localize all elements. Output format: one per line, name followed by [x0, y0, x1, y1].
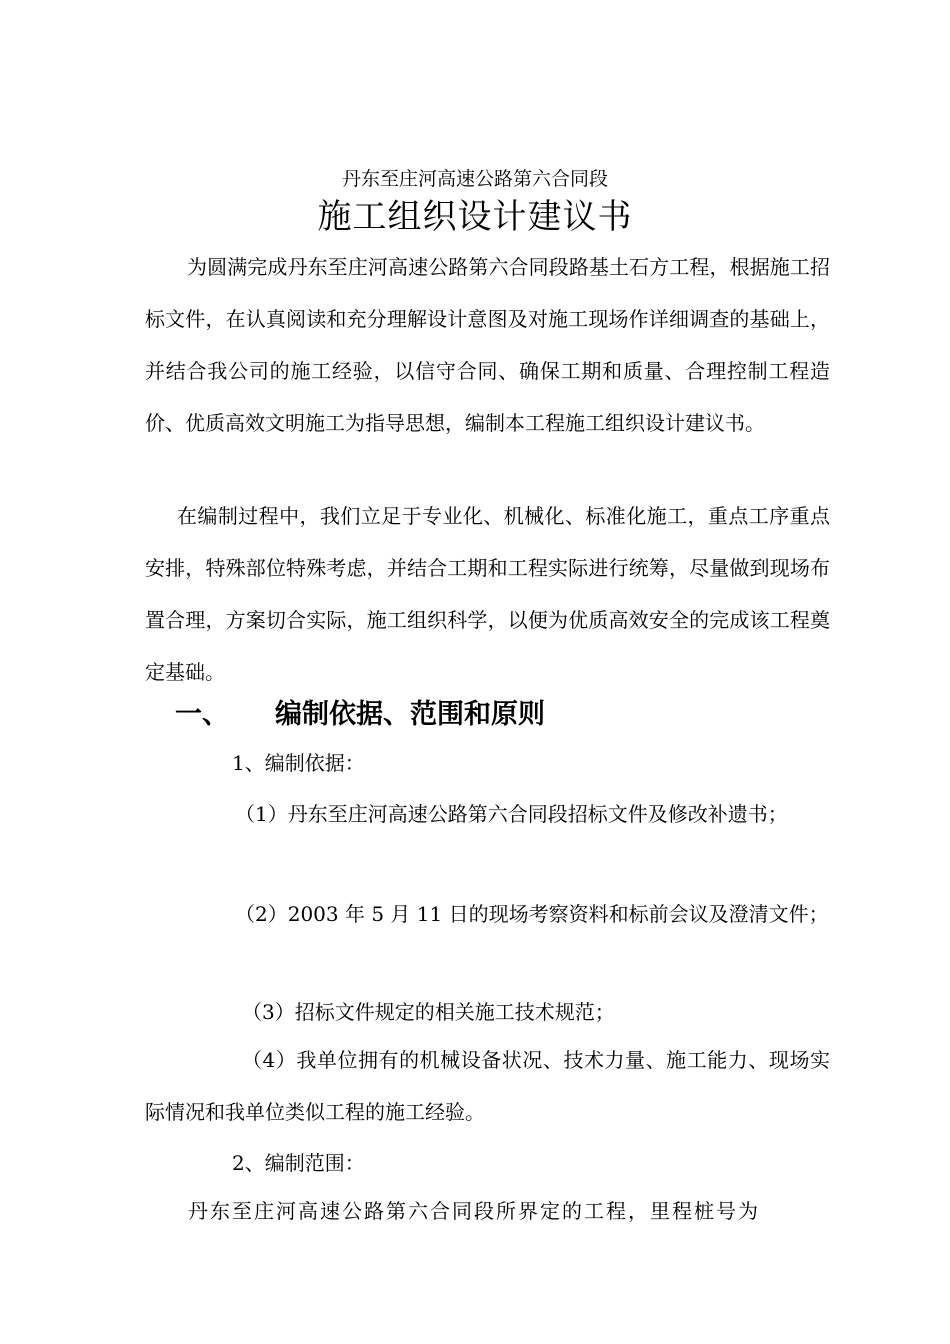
- section-heading: [175, 693, 545, 737]
- basis-item-1: （1）丹东至庄河高速公路第六合同段招标文件及修改补遗书；: [235, 802, 788, 826]
- section-number: 一、: [175, 699, 229, 730]
- document-subtitle: 丹东至庄河高速公路第六合同段: [341, 168, 608, 190]
- scope-text: 丹东至庄河高速公路第六合同段所界定的工程，里程桩号为: [188, 1199, 760, 1223]
- intro-paragraph-1: 为圆满完成丹东至庄河高速公路第六合同段路基土石方工程，根据施工招标文件，在认真阅读和充分理解设计意图及对施工现场作详细调查的基础上，并结合我公司的施工经验，以信守合同、确保工期和质量、合理控制工程造价、优质高效文明施工为指导思想，编制本工程施工组织设计建议书。: [145, 255, 830, 435]
- section-heading-text: 编制依据、范围和原则: [275, 699, 545, 730]
- basis-item-3: （3）招标文件规定的相关施工技术规范；: [242, 1000, 615, 1024]
- scope-label: 2、编制范围：: [232, 1151, 365, 1175]
- intro-paragraph-2: 在编制过程中，我们立足于专业化、机械化、标准化施工，重点工序重点安排，特殊部位特殊考虑，并结合工期和工程实际进行统筹，尽量做到现场布置合理，方案切合实际，施工组织科学，以便为优质高效安全的完成该工程奠定基础。: [145, 504, 830, 684]
- basis-item-2: （2）2003 年 5 月 11 日的现场考察资料和标前会议及澄清文件；: [235, 902, 829, 926]
- document-title: 施工组织设计建议书: [317, 197, 633, 237]
- basis-label: 1、编制依据：: [232, 751, 365, 775]
- basis-item-4: （4）我单位拥有的机械设备状况、技术力量、施工能力、现场实际情况和我单位类似工程的施工经验。: [145, 1048, 830, 1124]
